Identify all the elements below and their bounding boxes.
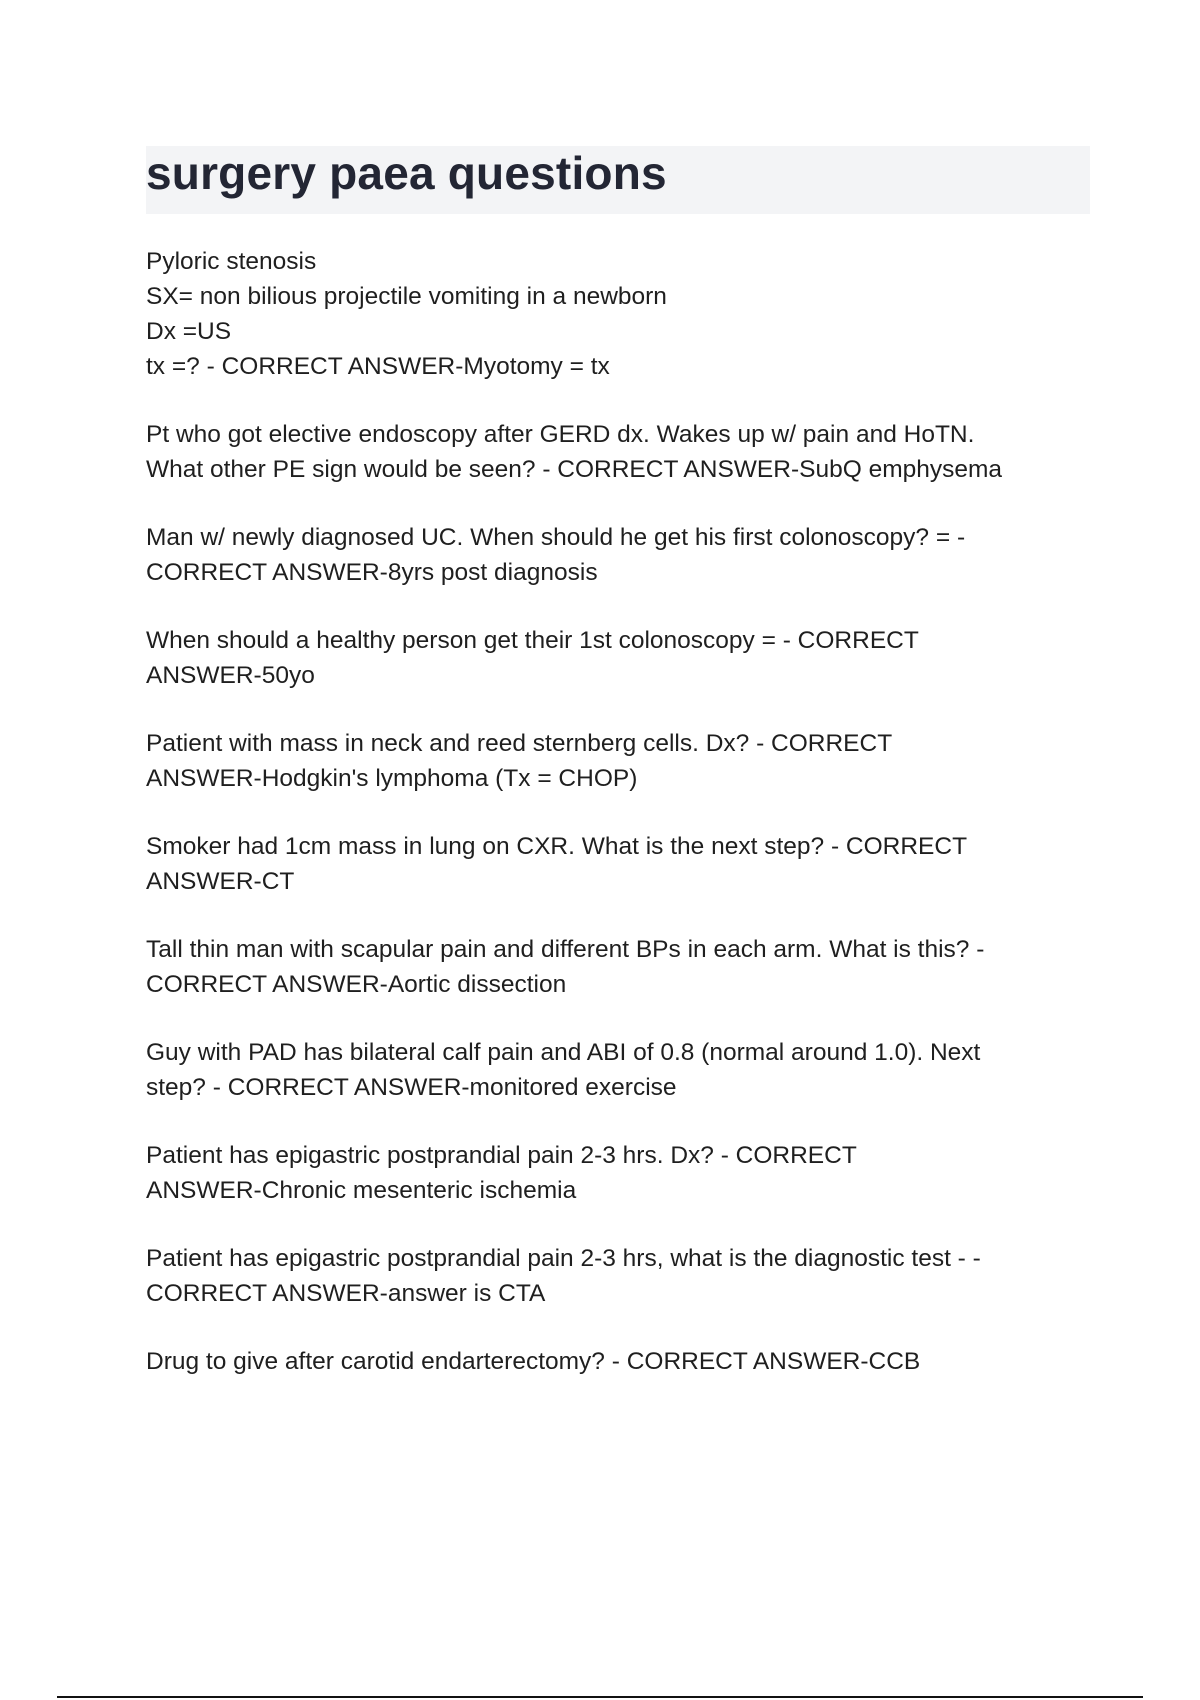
qa-line: Smoker had 1cm mass in lung on CXR. What is the next step? - CORRECT: [146, 833, 968, 860]
qa-line: CORRECT ANSWER-8yrs post diagnosis: [146, 559, 598, 586]
qa-item: [146, 417, 1090, 487]
qa-line: SX= non bilious projectile vomiting in a newborn: [146, 283, 667, 310]
qa-line: tx =? - CORRECT ANSWER-Myotomy = tx: [146, 353, 610, 380]
qa-item: [146, 726, 1090, 796]
qa-line: step? - CORRECT ANSWER-monitored exercise: [146, 1074, 677, 1101]
qa-item: [146, 1344, 1090, 1379]
qa-line: Tall thin man with scapular pain and different BPs in each arm. What is this? -: [146, 936, 985, 963]
page-title: surgery paea questions: [146, 147, 667, 199]
qa-line: Patient has epigastric postprandial pain 2-3 hrs. Dx? - CORRECT: [146, 1142, 857, 1169]
qa-line: What other PE sign would be seen? - CORRECT ANSWER-SubQ emphysema: [146, 456, 1003, 483]
footer-rule: [57, 1696, 1143, 1698]
qa-line: Man w/ newly diagnosed UC. When should he get his first colonoscopy? = -: [146, 524, 966, 551]
qa-line: ANSWER-CT: [146, 868, 295, 895]
qa-item: [146, 1035, 1090, 1105]
qa-line: Patient has epigastric postprandial pain 2-3 hrs, what is the diagnostic test - -: [146, 1245, 981, 1272]
qa-line: CORRECT ANSWER-Aortic dissection: [146, 971, 567, 998]
qa-item: [146, 932, 1090, 1002]
qa-line: Pt who got elective endoscopy after GERD dx. Wakes up w/ pain and HoTN.: [146, 421, 975, 448]
qa-item: [146, 829, 1090, 899]
qa-line: Pyloric stenosis: [146, 248, 317, 275]
qa-line: Drug to give after carotid endarterectomy? - CORRECT ANSWER-CCB: [146, 1348, 921, 1375]
qa-line: Guy with PAD has bilateral calf pain and ABI of 0.8 (normal around 1.0). Next: [146, 1039, 981, 1066]
qa-item: [146, 623, 1090, 693]
qa-line: ANSWER-Chronic mesenteric ischemia: [146, 1177, 577, 1204]
qa-item: [146, 1138, 1090, 1208]
qa-line: Patient with mass in neck and reed sternberg cells. Dx? - CORRECT: [146, 730, 893, 757]
qa-line: ANSWER-Hodgkin's lymphoma (Tx = CHOP): [146, 765, 638, 792]
qa-line: Dx =US: [146, 318, 232, 345]
qa-item: [146, 520, 1090, 590]
qa-line: CORRECT ANSWER-answer is CTA: [146, 1280, 546, 1307]
qa-list: [146, 244, 1090, 1412]
qa-line: When should a healthy person get their 1st colonoscopy = - CORRECT: [146, 627, 919, 654]
qa-item: [146, 244, 1090, 384]
qa-line: ANSWER-50yo: [146, 662, 315, 689]
qa-item: [146, 1241, 1090, 1311]
